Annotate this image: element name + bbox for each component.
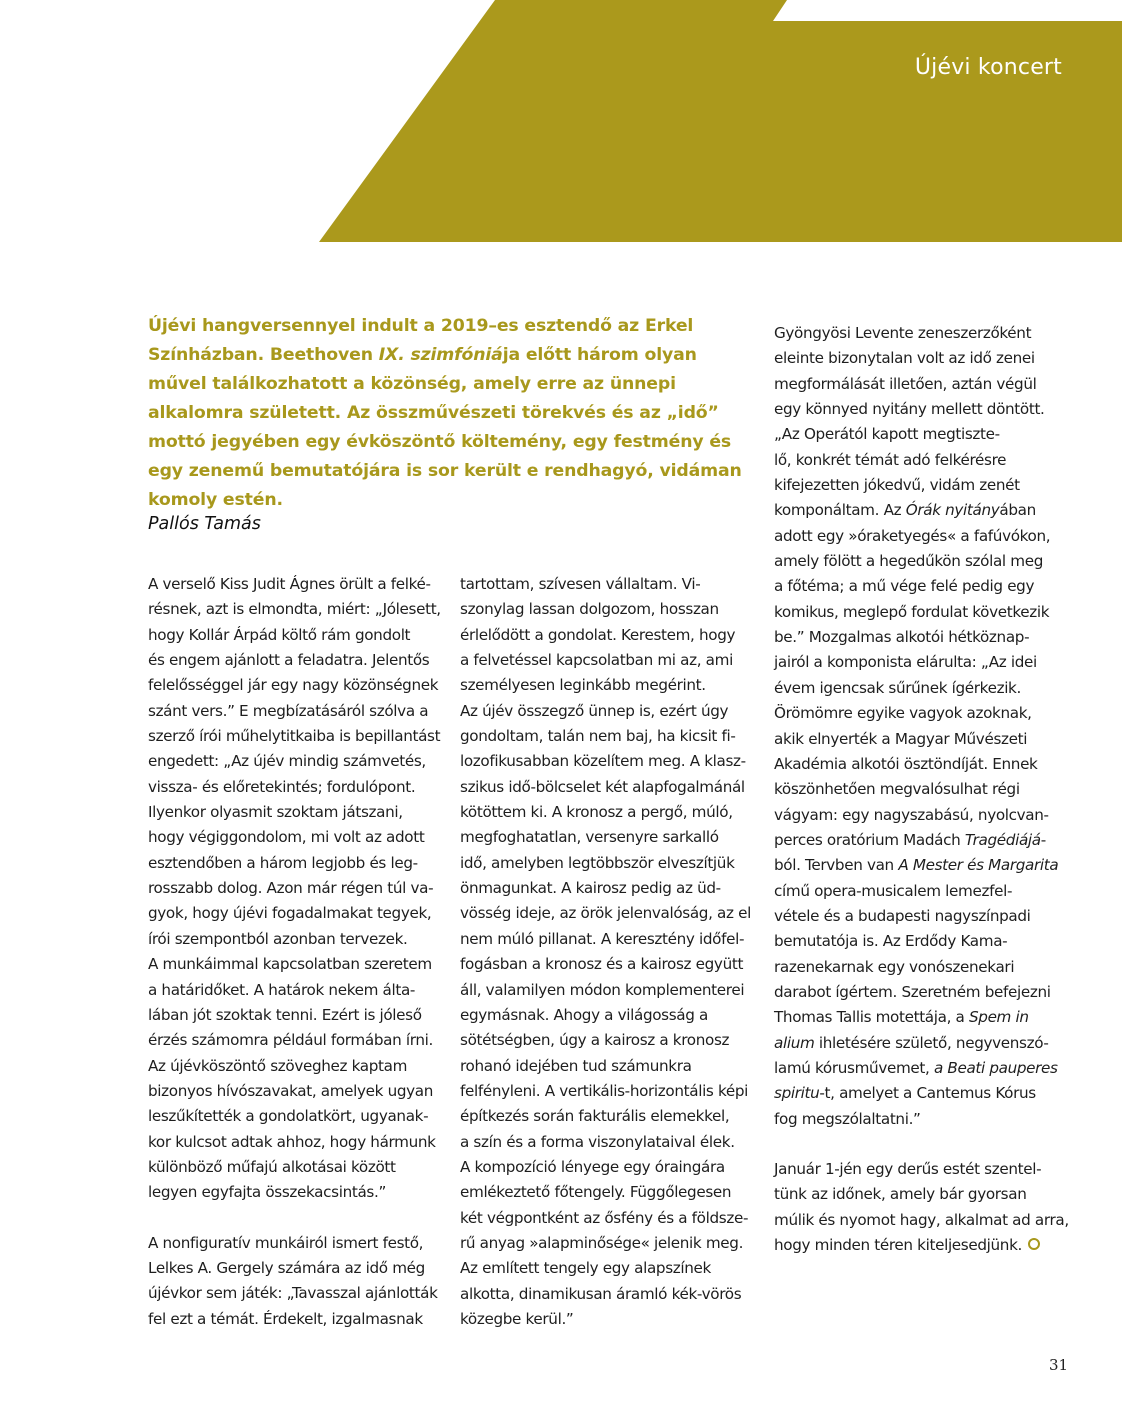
text-line: fog megszólaltatni.”	[774, 1109, 921, 1128]
text-line: két végpontként az ősfény és a földsze-	[460, 1208, 749, 1227]
text-line: művel találkozhatott a közönség, amely erre az ünnepi	[148, 374, 676, 394]
text-line: és engem ajánlott a feladatra. Jelentős	[148, 651, 430, 670]
text-line: A nonfiguratív munkáiról ismert festő,	[148, 1233, 424, 1252]
text-line: komikus, meglepő fordulat következik	[774, 602, 1050, 621]
text-line: felfényleni. A vertikális-horizontális képi	[460, 1081, 749, 1100]
author-byline: Pallós Tamás	[148, 514, 261, 534]
text-line: kifejezetten jókedvű, vidám zenét	[774, 476, 1020, 495]
text-line: legyen egyfajta összekacsintás.”	[148, 1183, 386, 1202]
text-line: egy könnyed nyitány mellett döntött.	[774, 400, 1045, 419]
text-line: idő, amelyben legtöbbször elveszítjük	[460, 853, 735, 872]
section-title: Újévi koncert	[914, 55, 1062, 80]
text-line: különböző műfajú alkotásai között	[148, 1157, 396, 1176]
paragraph	[148, 1231, 448, 1332]
text-line: emlékeztető főtengely. Függőlegesen	[460, 1183, 732, 1202]
text-line: tünk az időnek, amely bár gyorsan	[774, 1185, 1027, 1204]
text-line: vágyam: egy nagyszabású, nyolcvan-	[774, 805, 1049, 824]
text-line: akik elnyerték a Magyar Művészeti	[774, 729, 1028, 748]
text-line: résnek, azt is elmondta, miért: „Jólesett,	[148, 600, 441, 619]
text-line: hogy Kollár Árpád költő rám gondolt	[148, 625, 411, 644]
text-line: rosszabb dolog. Azon már régen túl va-	[148, 879, 434, 898]
text-line: Az említett tengely egy alapszínek	[460, 1259, 711, 1278]
text-line: Újévi hangversennyel indult a 2019–es esztendő az Erkel	[148, 316, 694, 336]
text-line: „Az Operától kapott megtiszte-	[774, 425, 1000, 444]
article-column-1	[148, 572, 448, 1332]
text-line: Január 1-jén egy derűs estét szentel-	[774, 1160, 1042, 1178]
italic-title: a Beati pauperes	[933, 1058, 1058, 1077]
text-line: Ilyenkor olyasmit szoktam játszani,	[148, 803, 403, 822]
text-line: eleinte bizonytalan volt az idő zenei	[774, 349, 1035, 368]
text-line: esztendőben a három legjobb és leg-	[148, 853, 418, 872]
text-line: nem múló pillanat. A keresztény időfel-	[460, 929, 745, 948]
text-line: rohanó idejében tud számunkra	[460, 1056, 692, 1075]
text-line: mottó jegyében egy évköszöntő költemény, egy festmény és	[148, 432, 732, 452]
text-line: kor kulcsot adtak ahhoz, hogy hármunk	[148, 1132, 436, 1151]
text-line: áll, valamilyen módon komplementerei	[460, 980, 745, 999]
text-line: Lelkes A. Gergely számára az idő még	[148, 1258, 425, 1277]
text-line: a szín és a forma viszonylataival élek.	[460, 1132, 735, 1151]
text-line: egy zenemű bemutatójára is sor került e rendhagyó, vidáman	[148, 461, 742, 481]
text-line: Örömömre egyike vagyok azoknak,	[774, 704, 1032, 723]
text-line: vétele és a budapesti nagyszínpadi	[774, 906, 1031, 925]
text-line: spiritu-t, amelyet a Cantemus Kórus	[774, 1084, 1036, 1103]
text-line: megfoghatatlan, versenyre sarkalló	[460, 828, 719, 847]
text-line: köszönhetően megvalósulhat régi	[774, 780, 1020, 799]
italic-title: alium	[774, 1033, 815, 1052]
paragraph	[774, 1157, 1094, 1258]
text-line: fel ezt a témát. Érdekelt, izgalmasnak	[148, 1309, 423, 1328]
text-line: lozofikusabban közelítem meg. A klasz-	[460, 752, 746, 771]
text-line: Gyöngyösi Levente zeneszerzőként	[774, 324, 1032, 342]
italic-title: spiritu	[774, 1084, 820, 1103]
text-line: bemutatója is. Az Erdődy Kama-	[774, 932, 1008, 951]
text-line: Színházban. Beethoven IX. szimfóniája előtt három olyan	[148, 345, 697, 365]
paragraph	[774, 321, 1094, 1132]
text-line: amely fölött a hegedűkön szólal meg	[774, 552, 1044, 571]
italic-title: A Mester és Margarita	[898, 856, 1059, 875]
text-line: sötétségben, úgy a kairosz a kronosz	[460, 1031, 730, 1050]
text-line: A munkáimmal kapcsolatban szeretem	[148, 955, 432, 974]
italic-title: Spem in	[968, 1008, 1029, 1027]
text-line: jairól a komponista elárulta: „Az idei	[774, 653, 1037, 672]
text-line: önmagunkat. A kairosz pedig az üd-	[460, 879, 721, 898]
end-of-article-icon	[1028, 1238, 1040, 1250]
text-line: fogásban a kronosz és a kairosz együtt	[460, 955, 744, 974]
text-line: A kompozíció lényege egy óraingára	[460, 1157, 725, 1176]
text-line: perces oratórium Madách Tragédiájá-	[774, 830, 1046, 849]
text-line: újévkor sem játék: „Tavasszal ajánlották	[148, 1284, 438, 1303]
text-line: bizonyos hívószavakat, amelyek ugyan	[148, 1081, 434, 1100]
text-line: a főtéma; a mű vége felé pedig egy	[774, 577, 1035, 596]
header-banner	[0, 0, 1122, 245]
text-line: személyesen leginkább megérint.	[460, 676, 706, 695]
text-line: be.” Mozgalmas alkotói hétköznap-	[774, 628, 1030, 647]
text-line: múlik és nyomot hagy, alkalmat ad arra,	[774, 1210, 1069, 1229]
text-line: adott egy »óraketyegés« a fafúvókon,	[774, 526, 1051, 545]
text-line: írói szempontból azonban tervezek.	[148, 929, 408, 948]
text-line: a felvetéssel kapcsolatban mi az, ami	[460, 651, 733, 670]
lead-paragraph	[148, 312, 758, 515]
text-line: felelősséggel jár egy nagy közönségnek	[148, 676, 439, 695]
text-line: szánt vers.” E megbízatásáról szólva a	[148, 701, 429, 720]
text-line: Thomas Tallis motettája, a Spem in	[774, 1008, 1029, 1027]
text-line: gondoltam, talán nem baj, ha kicsit fi-	[460, 727, 736, 746]
text-line: hogy minden téren kiteljesedjünk.	[774, 1233, 1094, 1258]
text-line: Akadémia alkotói ösztöndíját. Ennek	[774, 754, 1038, 773]
text-line: közegbe kerül.”	[460, 1309, 574, 1328]
italic-title: Órák nyitány	[905, 501, 1000, 520]
text-line: egymásnak. Ahogy a világosság a	[460, 1005, 708, 1024]
text-line: szerző írói műhelytitkaiba is bepillantást	[148, 727, 441, 746]
text-line: rű anyag »alapminősége« jelenik meg.	[460, 1233, 744, 1252]
text-line: lamú kórusművemet, a Beati pauperes	[774, 1058, 1058, 1077]
text-line: alkotta, dinamikusan áramló kék-vörös	[460, 1284, 742, 1303]
text-line: című opera-musicalem lemezfel-	[774, 881, 1013, 900]
text-line: lában jót szoktak tenni. Ezért is jóleső	[148, 1005, 422, 1024]
text-line: leszűkítették a gondolatkört, ugyanak-	[148, 1107, 429, 1126]
text-line: tartottam, szívesen vállaltam. Vi-	[460, 575, 701, 593]
text-line: hogy végiggondolom, mi volt az adott	[148, 828, 425, 847]
italic-title: IX. szimfóniá	[378, 345, 503, 365]
article-column-3	[774, 321, 1094, 1258]
paragraph	[460, 572, 760, 1332]
text-line: szonylag lassan dolgozom, hosszan	[460, 600, 719, 619]
banner-shape	[319, 0, 1122, 242]
text-line: vissza- és előretekintés; fordulópont.	[148, 777, 416, 796]
text-line: razenekarnak egy vonószenekari	[774, 957, 1015, 976]
text-line: évem igencsak sűrűnek ígérkezik.	[774, 678, 1021, 697]
text-line: megformálását illetően, aztán végül	[774, 374, 1037, 393]
text-line: darabot ígértem. Szeretném befejezni	[774, 982, 1051, 1001]
italic-title: Tragédiájá	[964, 830, 1041, 849]
text-line: lő, konkrét témát adó felkérésre	[774, 450, 1007, 469]
text-line: érlelődött a gondolat. Kerestem, hogy	[460, 625, 736, 644]
text-line: Az újévköszöntő szöveghez kaptam	[148, 1056, 408, 1075]
paragraph	[148, 572, 448, 1206]
text-line: A verselő Kiss Judit Ágnes örült a felké-	[148, 575, 431, 593]
page-number: 31	[1049, 1356, 1069, 1374]
text-line: komponáltam. Az Órák nyitányában	[774, 501, 1036, 520]
text-line: ból. Tervben van A Mester és Margarita	[774, 856, 1059, 875]
text-line: komoly estén.	[148, 490, 283, 510]
text-line: engedett: „Az újév mindig számvetés,	[148, 752, 426, 771]
text-line: Az újév összegző ünnep is, ezért úgy	[460, 701, 729, 720]
text-line: alkalomra született. Az összművészeti törekvés és az „idő”	[148, 403, 719, 423]
text-line: kötöttem ki. A kronosz a pergő, múló,	[460, 803, 733, 822]
text-line: alium ihletésére születő, negyvenszó-	[774, 1033, 1049, 1052]
text-line: vösség ideje, az örök jelenvalóság, az el	[460, 904, 751, 923]
text-line: gyok, hogy újévi fogadalmakat tegyek,	[148, 904, 432, 923]
article-column-2	[460, 572, 760, 1332]
text-line: a határidőket. A határok nekem álta-	[148, 980, 416, 999]
text-line: érzés számomra például formában írni.	[148, 1031, 433, 1050]
text-line: szikus idő-bölcselet két alapfogalmánál	[460, 777, 745, 796]
text-line: építkezés során fakturális elemekkel,	[460, 1107, 730, 1126]
